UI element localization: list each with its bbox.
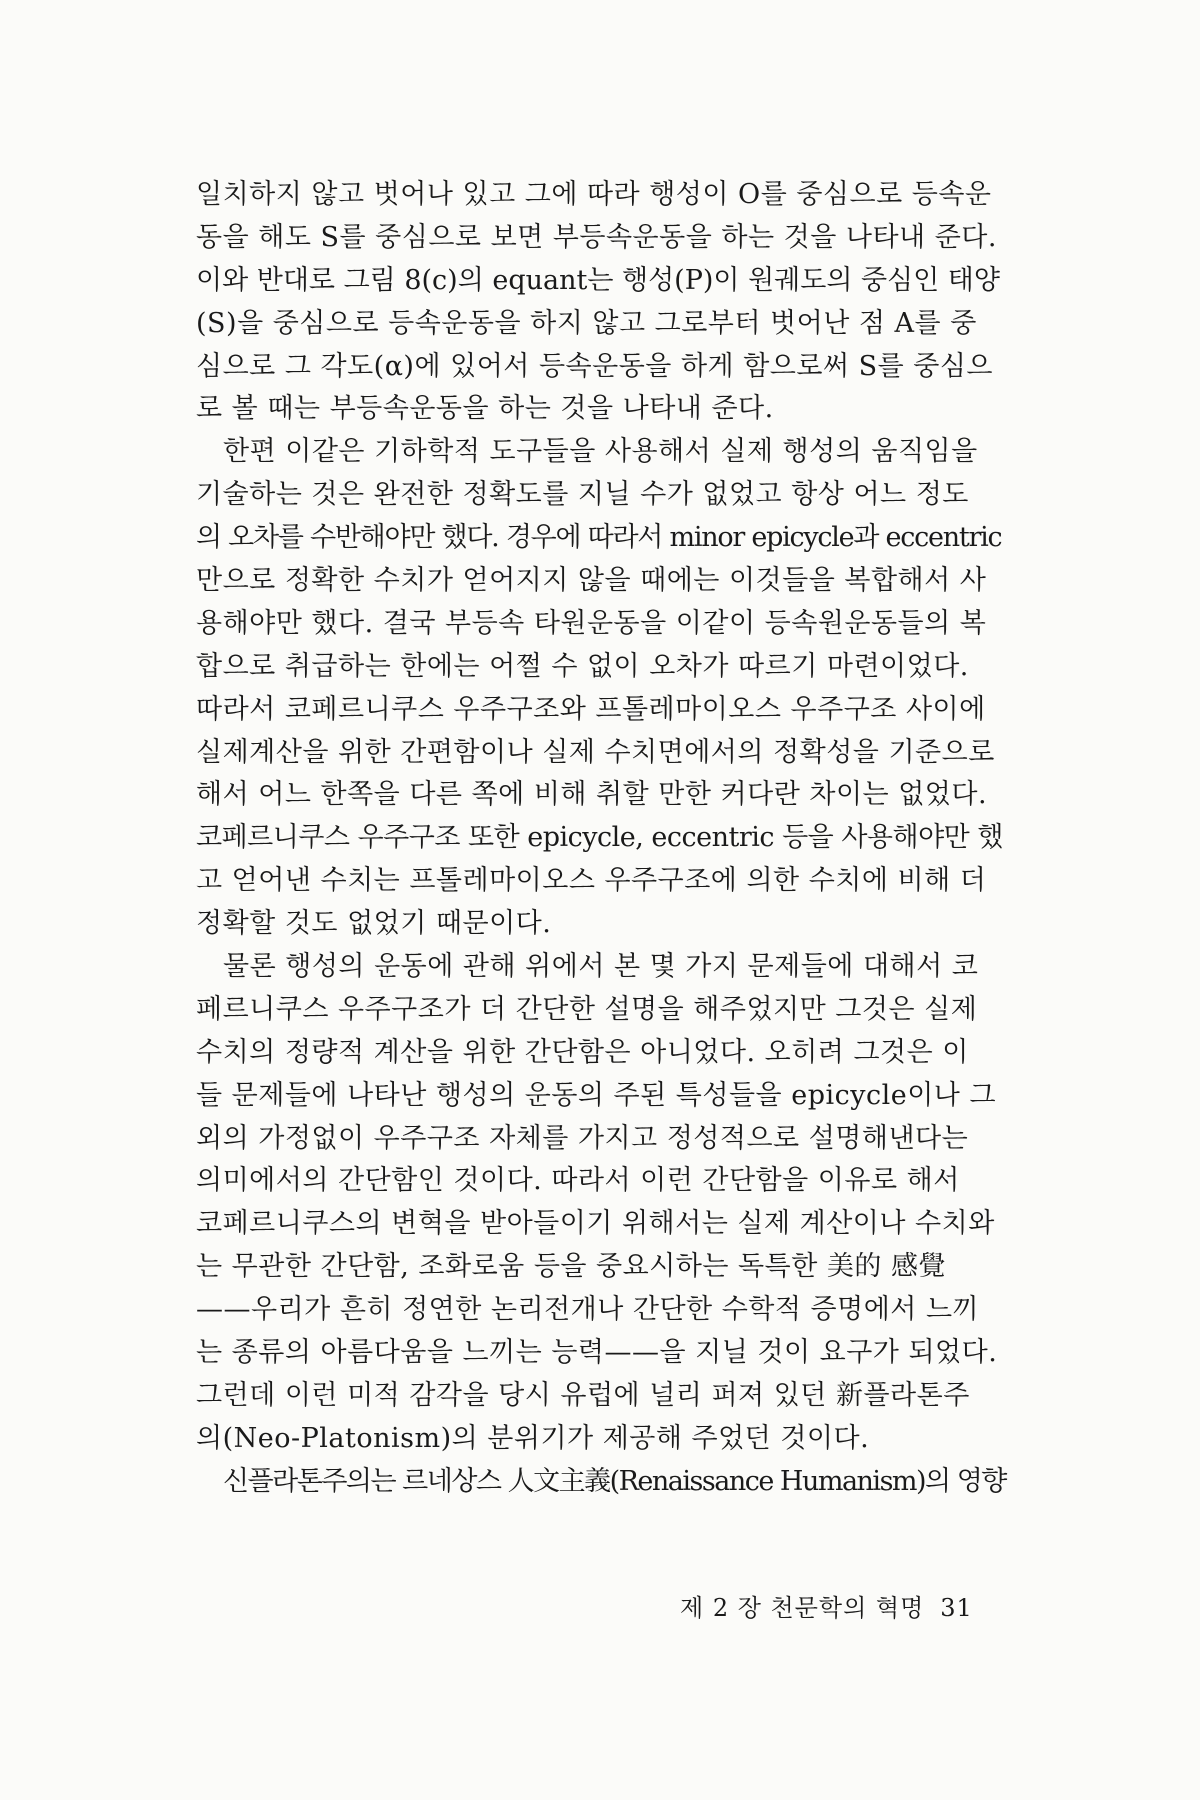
text-line: 외의 가정없이 우주구조 자체를 가지고 정성적으로 설명해낸다는 xyxy=(196,1122,969,1154)
text-line: 는 종류의 아름다움을 느끼는 능력——을 지닐 것이 요구가 되었다. xyxy=(196,1337,998,1369)
text-line: 고 얻어낸 수치는 프톨레마이오스 우주구조에 의한 수치에 비해 더 xyxy=(196,865,987,897)
page-number: 31 xyxy=(940,1594,973,1622)
body-text xyxy=(196,174,1008,1504)
text-line: 실제계산을 위한 간편함이나 실제 수치면에서의 정확성을 기준으로 xyxy=(196,736,995,768)
text-line: 로 볼 때는 부등속운동을 하는 것을 나타내 준다. xyxy=(196,393,774,425)
text-line: 해서 어느 한쪽을 다른 쪽에 비해 취할 만한 커다란 차이는 없었다. xyxy=(196,779,988,811)
text-line: 의미에서의 간단함인 것이다. 따라서 이런 간단함을 이유로 해서 xyxy=(196,1165,960,1197)
text-line: 코페르니쿠스 우주구조 또한 epicycle, eccentric 등을 사용해야만 했 xyxy=(196,822,1003,854)
text-line: 심으로 그 각도(α)에 있어서 등속운동을 하게 함으로써 S를 중심으 xyxy=(196,350,994,382)
text-line: 기술하는 것은 완전한 정확도를 지닐 수가 없었고 항상 어느 정도 xyxy=(196,479,969,511)
text-line: 수치의 정량적 계산을 위한 간단함은 아니었다. 오히려 그것은 이 xyxy=(196,1036,969,1068)
text-line: 이와 반대로 그림 8(c)의 equant는 행성(P)이 원궤도의 중심인 태양 xyxy=(196,264,1000,296)
text-line: 의(Neo-Platonism)의 분위기가 제공해 주었던 것이다. xyxy=(196,1422,870,1454)
text-line: 만으로 정확한 수치가 얻어지지 않을 때에는 이것들을 복합해서 사 xyxy=(196,565,987,597)
text-line: 의 오차를 수반해야만 했다. 경우에 따라서 minor epicycle과 eccentric xyxy=(196,522,1002,554)
text-line: 용해야만 했다. 결국 부등속 타원운동을 이같이 등속원운동들의 복 xyxy=(196,607,987,639)
text-line: 한편 이같은 기하학적 도구들을 사용해서 실제 행성의 움직임을 xyxy=(223,436,978,468)
running-footer-chapter: 제 2 장 천문학의 혁명 xyxy=(680,1594,925,1622)
page-footer xyxy=(680,1588,1000,1623)
text-line: 일치하지 않고 벗어나 있고 그에 따라 행성이 O를 중심으로 등속운 xyxy=(196,179,992,210)
text-line: 페르니쿠스 우주구조가 더 간단한 설명을 해주었지만 그것은 실제 xyxy=(196,993,978,1025)
text-line: 는 무관한 간단함, 조화로움 등을 중요시하는 독특한 美的 感覺 xyxy=(196,1251,946,1283)
text-line: 코페르니쿠스의 변혁을 받아들이기 위해서는 실제 계산이나 수치와 xyxy=(196,1208,995,1240)
text-line: 신플라톤주의는 르네상스 人文主義(Renaissance Humanism)의 영향 xyxy=(223,1465,1006,1497)
text-line: ——우리가 흔히 정연한 논리전개나 간단한 수학적 증명에서 느끼 xyxy=(196,1294,980,1326)
text-line: 들 문제들에 나타난 행성의 운동의 주된 특성들을 epicycle이나 그 xyxy=(196,1079,997,1111)
text-line: 정확할 것도 없었기 때문이다. xyxy=(196,908,552,940)
text-line: 동을 해도 S를 중심으로 보면 부등속운동을 하는 것을 나타내 준다. xyxy=(196,221,997,253)
text-line: 물론 행성의 운동에 관해 위에서 본 몇 가지 문제들에 대해서 코 xyxy=(223,951,979,983)
text-line: 합으로 취급하는 한에는 어쩔 수 없이 오차가 따르기 마련이었다. xyxy=(196,650,969,682)
text-line: 따라서 코페르니쿠스 우주구조와 프톨레마이오스 우주구조 사이에 xyxy=(196,693,986,725)
text-line: (S)을 중심으로 등속운동을 하지 않고 그로부터 벗어난 점 A를 중 xyxy=(196,307,977,339)
text-line: 그런데 이런 미적 감각을 당시 유럽에 널리 퍼져 있던 新플라톤주 xyxy=(196,1379,970,1411)
